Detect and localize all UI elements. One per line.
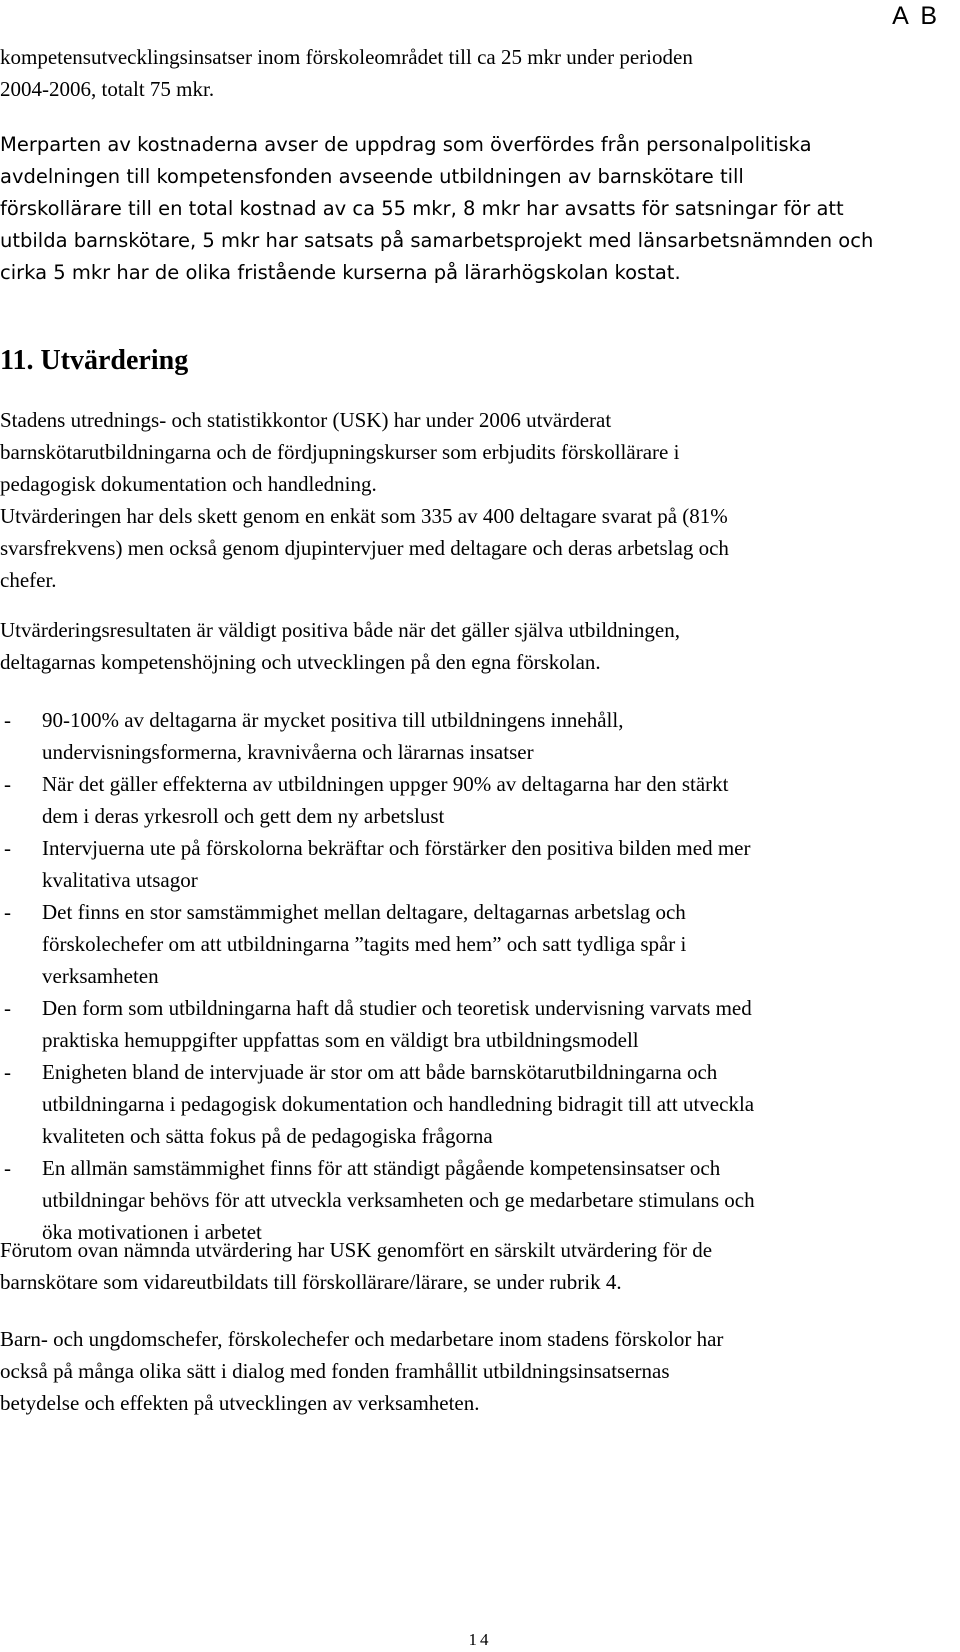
text-line: Det finns en stor samstämmighet mellan deltagare, deltagarnas arbetslag och xyxy=(42,900,686,924)
usk-special-paragraph xyxy=(0,1234,930,1298)
page-number: 14 xyxy=(468,1630,492,1649)
bullet-dash: - xyxy=(4,772,11,796)
text-line: pedagogisk dokumentation och handledning. xyxy=(0,472,377,496)
bullet-dash: - xyxy=(4,900,11,924)
text-line: förskollärare till en total kostnad av ca 55 mkr, 8 mkr har avsatts för satsningar för att xyxy=(0,197,844,220)
text-line: verksamheten xyxy=(42,964,159,988)
text-line: kvalitativa utsagor xyxy=(42,868,198,892)
text-line: Stadens utrednings- och statistikkontor (USK) har under 2006 utvärderat xyxy=(0,408,612,432)
usk-paragraph xyxy=(0,404,930,596)
text-line: avdelningen till kompetensfonden avseende utbildningen av barnskötare till xyxy=(0,165,744,188)
text-line: utbildningarna i pedagogisk dokumentation och handledning bidragit till att utveckla xyxy=(42,1092,755,1116)
text-line: barnskötarutbildningarna och de fördjupningskurser som erbjudits förskollärare i xyxy=(0,440,680,464)
text-line: 90-100% av deltagarna är mycket positiva till utbildningens innehåll, xyxy=(42,708,624,732)
bullet-dash: - xyxy=(4,1060,11,1084)
page-header-mark: A B xyxy=(892,2,940,30)
text-line: cirka 5 mkr har de olika fristående kurserna på lärarhögskolan kostat. xyxy=(0,261,681,284)
bullet-dash: - xyxy=(4,708,11,732)
text-line: öka motivationen i arbetet xyxy=(42,1220,262,1244)
text-line: dem i deras yrkesroll och gett dem ny arbetslust xyxy=(42,804,445,828)
text-line: Förutom ovan nämnda utvärdering har USK genomfört en särskilt utvärdering för de xyxy=(0,1238,713,1262)
list-item xyxy=(0,768,930,832)
text-line: deltagarnas kompetenshöjning och utvecklingen på den egna förskolan. xyxy=(0,650,601,674)
text-line: förskolechefer om att utbildningarna ”tagits med hem” och satt tydliga spår i xyxy=(42,932,687,956)
text-line: Utvärderingen har dels skett genom en enkät som 335 av 400 deltagare svarat på (81% xyxy=(0,504,728,528)
text-line: utbildningar behövs för att utveckla verksamheten och ge medarbetare stimulans och xyxy=(42,1188,755,1212)
text-line: chefer. xyxy=(0,568,57,592)
text-line: betydelse och effekten på utvecklingen av verksamheten. xyxy=(0,1391,480,1415)
closing-paragraph xyxy=(0,1323,930,1419)
text-line: kvaliteten och sätta fokus på de pedagogiska frågorna xyxy=(42,1124,493,1148)
text-line: Den form som utbildningarna haft då studier och teoretisk undervisning varvats med xyxy=(42,996,752,1020)
results-paragraph xyxy=(0,614,930,678)
text-line: svarsfrekvens) men också genom djupintervjuer med deltagare och deras arbetslag och xyxy=(0,536,729,560)
results-bullet-list xyxy=(0,704,930,1248)
text-line: 2004-2006, totalt 75 mkr. xyxy=(0,77,215,101)
text-line: Intervjuerna ute på förskolorna bekräftar och förstärker den positiva bilden med mer xyxy=(42,836,751,860)
text-line: kompetensutvecklingsinsatser inom förskoleområdet till ca 25 mkr under perioden xyxy=(0,45,693,69)
section-title: 11. Utvärdering xyxy=(0,345,189,376)
section-heading xyxy=(0,343,930,379)
text-line: En allmän samstämmighet finns för att ständigt pågående kompetensinsatser och xyxy=(42,1156,721,1180)
text-line: praktiska hemuppgifter uppfattas som en väldigt bra utbildningsmodell xyxy=(42,1028,639,1052)
text-line: Enigheten bland de intervjuade är stor om att både barnskötarutbildningarna och xyxy=(42,1060,718,1084)
list-item xyxy=(0,832,930,896)
text-line: barnskötare som vidareutbildats till förskollärare/lärare, se under rubrik 4. xyxy=(0,1270,622,1294)
text-line: Barn- och ungdomschefer, förskolechefer och medarbetare inom stadens förskolor har xyxy=(0,1327,724,1351)
list-item xyxy=(0,896,930,992)
intro-paragraph xyxy=(0,41,930,105)
text-line: undervisningsformerna, kravnivåerna och lärarnas insatser xyxy=(42,740,534,764)
costs-paragraph xyxy=(0,129,930,289)
bullet-dash: - xyxy=(4,1156,11,1180)
bullet-dash: - xyxy=(4,996,11,1020)
list-item xyxy=(0,1056,930,1152)
text-line: Merparten av kostnaderna avser de uppdrag som överfördes från personalpolitiska xyxy=(0,133,812,156)
text-line: också på många olika sätt i dialog med fonden framhållit utbildningsinsatsernas xyxy=(0,1359,670,1383)
list-item xyxy=(0,992,930,1056)
bullet-dash: - xyxy=(4,836,11,860)
text-line: utbilda barnskötare, 5 mkr har satsats på samarbetsprojekt med länsarbetsnämnden och xyxy=(0,229,874,252)
list-item xyxy=(0,704,930,768)
text-line: Utvärderingsresultaten är väldigt positiva både när det gäller själva utbildningen, xyxy=(0,618,680,642)
text-line: När det gäller effekterna av utbildningen uppger 90% av deltagarna har den stärkt xyxy=(42,772,729,796)
